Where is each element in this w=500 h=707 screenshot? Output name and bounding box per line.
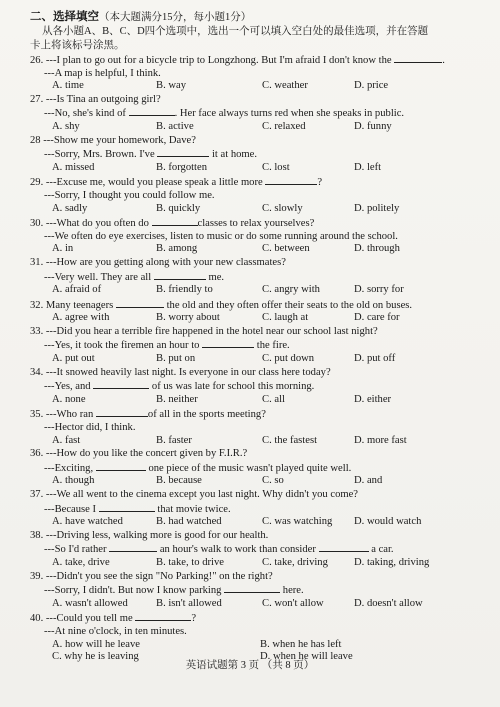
option-a: A. take, drive bbox=[52, 556, 110, 568]
option-d: D. funny bbox=[354, 120, 392, 132]
question-34 bbox=[30, 367, 480, 407]
question-39 bbox=[30, 571, 480, 611]
option-a: A. have watched bbox=[52, 516, 123, 528]
question-text: . bbox=[442, 55, 445, 66]
question-text: ---What do you often do bbox=[45, 218, 149, 230]
question-text: me. bbox=[208, 271, 225, 283]
question-37 bbox=[30, 489, 480, 529]
options bbox=[30, 435, 480, 448]
question-text: ---Who ran bbox=[45, 409, 94, 421]
question-text: ---Yes, it took the firemen an hour to bbox=[44, 340, 200, 352]
question-36 bbox=[30, 448, 480, 488]
option-d: D. care for bbox=[354, 312, 400, 324]
question-text: ---Excuse me, would you please speak a little more bbox=[45, 177, 263, 189]
question-text: ---Because I bbox=[44, 503, 97, 515]
option-a: A. fast bbox=[52, 434, 81, 446]
question-38 bbox=[30, 530, 480, 570]
option-c: C. lost bbox=[262, 161, 290, 173]
option-c: C. laugh at bbox=[262, 312, 309, 324]
question-29 bbox=[30, 175, 480, 215]
question-text: ---We all went to the cinema except you last night. Why didn't you come? bbox=[45, 489, 359, 500]
option-c: C. why he is leaving bbox=[52, 651, 139, 663]
question-text: ---Exciting, bbox=[44, 462, 94, 474]
section-heading bbox=[30, 10, 480, 25]
option-b: B. neither bbox=[156, 393, 198, 405]
option-c: C. all bbox=[262, 393, 285, 405]
question-32 bbox=[30, 298, 480, 325]
question-text: the fire. bbox=[256, 340, 290, 352]
option-d: D. when he will leave bbox=[260, 651, 353, 663]
option-d: D. left bbox=[354, 161, 382, 173]
question-text: ---Yes, and bbox=[44, 381, 91, 393]
question-text: ---Is Tina an outgoing girl? bbox=[45, 93, 161, 105]
exam-content bbox=[30, 10, 480, 664]
question-text: an hour's walk to work than consider bbox=[159, 544, 316, 556]
answer-blank bbox=[394, 53, 442, 63]
options bbox=[30, 312, 480, 325]
answer-blank bbox=[93, 379, 149, 389]
question-number: 32. bbox=[30, 299, 44, 311]
option-c: C. won't allow bbox=[262, 597, 324, 609]
question-text: ---It snowed heavily last night. Is everyone in our class here today? bbox=[45, 366, 331, 378]
option-c: C. slowly bbox=[262, 202, 303, 214]
option-a: A. time bbox=[52, 80, 84, 92]
answer-blank bbox=[319, 542, 369, 552]
option-c: C. weather bbox=[262, 80, 308, 92]
option-b: B. when he has left bbox=[260, 638, 342, 650]
options bbox=[30, 284, 480, 297]
question-number: 36. bbox=[30, 448, 44, 460]
question-28 bbox=[30, 135, 480, 175]
question-26 bbox=[30, 53, 480, 93]
option-c: C. the fastest bbox=[262, 434, 318, 446]
option-b: B. isn't allowed bbox=[156, 597, 222, 609]
option-d: D. price bbox=[354, 80, 389, 92]
option-a: A. shy bbox=[52, 120, 80, 132]
option-c: C. relaxed bbox=[262, 120, 306, 132]
question-30 bbox=[30, 216, 480, 256]
section-subtitle: （本大题满分15分，每小题1分） bbox=[99, 12, 252, 23]
option-d: D. either bbox=[354, 393, 392, 405]
option-c: C. was watching bbox=[262, 516, 333, 528]
section-instructions bbox=[30, 25, 480, 52]
question-text: ---Show me your homework, Dave? bbox=[43, 134, 196, 146]
question-text: . Her face always turns red when she speaks in public. bbox=[174, 108, 405, 120]
option-b: B. friendly to bbox=[156, 284, 213, 296]
question-text: ---Didn't you see the sign "No Parking!" on the right? bbox=[45, 570, 273, 582]
instruction-line-1: 从各小题A、B、C、D四个选项中，选出一个可以填入空白处的最佳选项，并在答题 bbox=[42, 26, 429, 37]
answer-blank bbox=[129, 106, 175, 116]
option-a: A. sadly bbox=[52, 202, 88, 214]
answer-blank bbox=[109, 542, 157, 552]
question-27 bbox=[30, 94, 480, 134]
question-text: ---At nine o'clock, in ten minutes. bbox=[44, 625, 187, 637]
question-number: 34. bbox=[30, 366, 44, 378]
question-number: 30. bbox=[30, 218, 44, 230]
option-d: D. taking, driving bbox=[354, 556, 430, 568]
question-33 bbox=[30, 326, 480, 366]
question-text: ---I plan to go out for a bicycle trip to Longzhong. But I'm afraid I don't know the bbox=[45, 55, 392, 66]
option-b: B. among bbox=[156, 243, 198, 255]
question-number: 26. bbox=[30, 55, 44, 66]
option-b: B. quickly bbox=[156, 202, 201, 214]
option-d: D. would watch bbox=[354, 516, 422, 528]
option-b: B. faster bbox=[156, 434, 192, 446]
options bbox=[30, 353, 480, 366]
option-b: B. forgotten bbox=[156, 161, 208, 173]
option-a: A. none bbox=[52, 393, 86, 405]
option-d: D. and bbox=[354, 475, 383, 487]
answer-blank bbox=[152, 216, 198, 226]
options bbox=[30, 557, 480, 570]
answer-blank bbox=[135, 611, 191, 621]
question-35 bbox=[30, 407, 480, 447]
option-a: A. in bbox=[52, 243, 74, 255]
answer-blank bbox=[96, 461, 146, 471]
question-text: ? bbox=[317, 177, 323, 189]
question-text: ---Sorry, I thought you could follow me. bbox=[44, 189, 215, 201]
option-a: A. afraid of bbox=[52, 284, 102, 296]
question-text: ---Very well. They are all bbox=[44, 271, 152, 283]
question-40 bbox=[30, 611, 480, 663]
question-number: 35. bbox=[30, 409, 44, 421]
question-text: one piece of the music wasn't played quite well. bbox=[148, 462, 352, 474]
option-c: C. put down bbox=[262, 353, 315, 365]
question-text: a car. bbox=[371, 544, 394, 556]
question-text: the old and they often offer their seats to the old on buses. bbox=[166, 299, 413, 311]
answer-blank bbox=[99, 502, 155, 512]
question-text: ---A map is helpful, I think. bbox=[44, 67, 161, 79]
question-text: ---So I'd rather bbox=[44, 544, 107, 556]
option-b: B. active bbox=[156, 120, 194, 132]
question-text: of us was late for school this morning. bbox=[151, 381, 315, 393]
option-a: A. how will he leave bbox=[52, 638, 140, 650]
option-d: D. put off bbox=[354, 353, 396, 365]
options bbox=[30, 475, 480, 488]
option-b: B. way bbox=[156, 80, 187, 92]
question-text: ---Driving less, walking more is good for our health. bbox=[45, 529, 269, 541]
question-text: ---How do you like the concert given by F.I.R.? bbox=[45, 448, 248, 460]
option-c: C. take, driving bbox=[262, 556, 328, 568]
answer-blank bbox=[157, 147, 209, 157]
options bbox=[30, 394, 480, 407]
options bbox=[30, 243, 480, 256]
option-b: B. worry about bbox=[156, 312, 220, 324]
option-d: D. sorry for bbox=[354, 284, 404, 296]
option-b: B. had watched bbox=[156, 516, 222, 528]
section-title: 二、选择填空 bbox=[30, 11, 99, 23]
answer-blank bbox=[96, 407, 148, 417]
question-text: ---Did you hear a terrible fire happened in the hotel near our school last night? bbox=[45, 325, 378, 337]
answer-blank bbox=[202, 338, 254, 348]
question-text: here. bbox=[282, 585, 304, 597]
question-text: ---Sorry, I didn't. But now I know parking bbox=[44, 585, 222, 597]
options bbox=[30, 598, 480, 611]
question-number: 33. bbox=[30, 325, 44, 337]
options bbox=[30, 121, 480, 134]
page-footer: 英语试题第 3 页 （共 8 页） bbox=[185, 660, 315, 671]
question-text: ---No, she's kind of bbox=[44, 108, 126, 120]
options bbox=[30, 203, 480, 216]
option-b: B. put on bbox=[156, 353, 196, 365]
question-31 bbox=[30, 257, 480, 297]
answer-blank bbox=[224, 583, 280, 593]
option-b: B. take, to drive bbox=[156, 556, 224, 568]
option-c: C. angry with bbox=[262, 284, 320, 296]
option-d: D. politely bbox=[354, 202, 400, 214]
question-text: that movie twice. bbox=[157, 503, 231, 515]
option-a: A. missed bbox=[52, 161, 95, 173]
options bbox=[30, 80, 480, 93]
option-a: A. though bbox=[52, 475, 95, 487]
instruction-line-2: 卡上将该标号涂黑。 bbox=[30, 39, 125, 51]
option-d: D. through bbox=[354, 243, 400, 255]
options bbox=[30, 162, 480, 175]
question-number: 40. bbox=[30, 613, 44, 625]
option-a: A. agree with bbox=[52, 312, 110, 324]
option-d: D. doesn't allow bbox=[354, 597, 423, 609]
question-number: 39. bbox=[30, 570, 44, 582]
question-text: classes to relax yourselves? bbox=[197, 218, 315, 230]
option-a: A. put out bbox=[52, 353, 95, 365]
question-text: it at home. bbox=[211, 149, 257, 161]
option-d: D. more fast bbox=[354, 434, 407, 446]
question-text: Many teenagers bbox=[45, 299, 114, 311]
question-text: of all in the sports meeting? bbox=[147, 409, 266, 421]
option-a: A. wasn't allowed bbox=[52, 597, 128, 609]
question-text: ---We often do eye exercises, listen to music or do some running around the school. bbox=[44, 230, 398, 242]
answer-blank bbox=[154, 270, 206, 280]
option-b: B. because bbox=[156, 475, 202, 487]
question-number: 29. bbox=[30, 177, 44, 189]
answer-blank bbox=[265, 175, 317, 185]
option-c: C. so bbox=[262, 475, 284, 487]
question-number: 31. bbox=[30, 256, 44, 268]
question-text: ---Could you tell me bbox=[45, 613, 133, 625]
question-text: ? bbox=[191, 613, 197, 625]
options bbox=[30, 516, 480, 529]
question-text: ---Sorry, Mrs. Brown. I've bbox=[44, 149, 155, 161]
question-text: ---How are you getting along with your new classmates? bbox=[45, 256, 286, 268]
question-number: 28 bbox=[30, 134, 41, 146]
answer-blank bbox=[116, 298, 164, 308]
option-c: C. between bbox=[262, 243, 310, 255]
question-number: 38. bbox=[30, 529, 44, 541]
question-number: 27. bbox=[30, 93, 44, 105]
question-text: ---Hector did, I think. bbox=[44, 422, 136, 434]
question-number: 37. bbox=[30, 489, 44, 500]
